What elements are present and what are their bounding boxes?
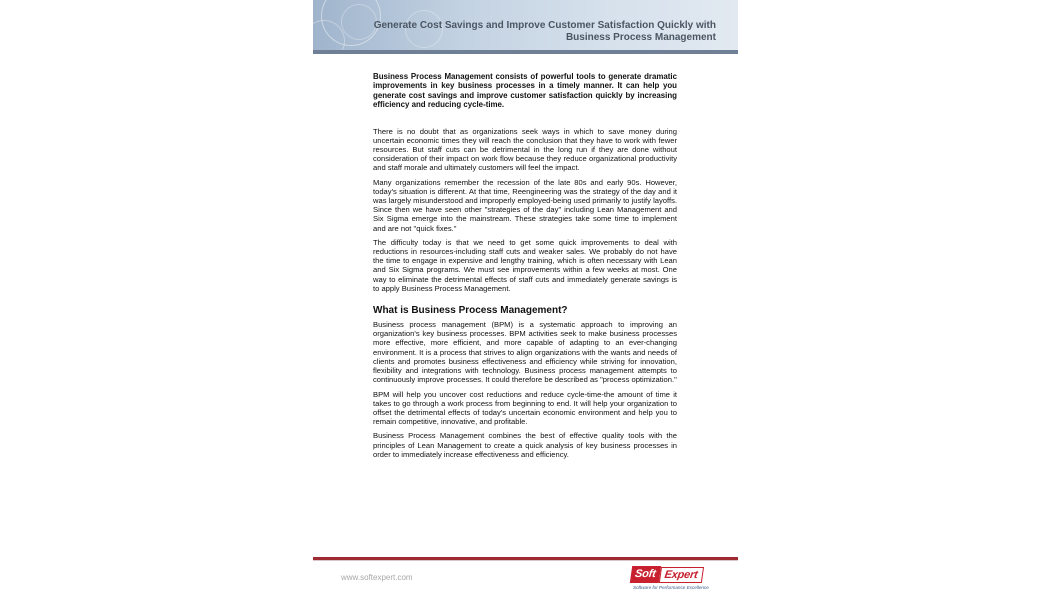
footer-website-link[interactable]: www.softexpert.com	[341, 573, 413, 582]
logo-expert-text: Expert	[658, 567, 703, 583]
section-paragraph: Business Process Management combines the best of effective quality tools with the principles of Lean Management to create a quick analysis of key business processes in order to immediately increase effectiveness and efficiency.	[373, 431, 677, 459]
logo-soft-text: Soft	[630, 566, 661, 583]
footer-divider-shadow	[313, 560, 738, 561]
section-paragraph: BPM will help you uncover cost reductions and reduce cycle-time-the amount of time it takes to go through a work process from beginning to end. It will help your organization to offset the detrimental effects of today's uncertain economic environment and help you to remain competitive, innovative, and profitable.	[373, 389, 677, 427]
section-paragraph: Business process management (BPM) is a systematic approach to improving an organization's key business processes. BPM activities seek to make business processes more effective, more efficient, and more capable of adapting to an ever-changing environment. It is a process that strives to align organizations with the wants and needs of clients and promotes business effectiveness and efficiency while striving for innovation, flexibility and integrations with technology. Business process management attempts to continuously improve processes. It could therefore be described as "process optimization."	[373, 320, 677, 385]
header-banner	[313, 0, 738, 50]
document-page	[313, 0, 738, 600]
body-paragraph: Many organizations remember the recession of the late 80s and early 90s. However, today's situation is different. At that time, Reengineering was the strategy of the day and it was largely misunderstood and improperly employed-being used primarily to justify layoffs. Since then we have seen other "strategies of the day" including Lean Management and Six Sigma emerge into the mainstream. These strategies take some time to implement and are not "quick fixes."	[373, 177, 677, 233]
document-title: Generate Cost Savings and Improve Customer Satisfaction Quickly with Business Process Management	[373, 20, 716, 43]
header-divider	[313, 50, 738, 54]
body-paragraph: There is no doubt that as organizations seek ways in which to save money during uncertain economic times they will reach the conclusion that they have to work with fewer resources. But staff cuts can be detrimental in the long run if they are done without consideration of their impact on work flow because they reduce organizational productivity and staff morale and ultimately customers will feel the impact.	[373, 126, 677, 173]
intro-paragraph: Business Process Management consists of powerful tools to generate dramatic improvements in key business processes in a timely manner. It can help you generate cost savings and improve customer satisfaction quickly by increasing efficiency and reducing cycle-time.	[373, 72, 677, 110]
section-heading: What is Business Process Management?	[373, 305, 568, 317]
logo-mark	[630, 566, 724, 583]
logo-tagline: Software for Performance Excellence	[633, 585, 709, 590]
body-paragraph: The difficulty today is that we need to get some quick improvements to deal with reductions in resources-including staff cuts and weaker sales. We probably do not have the time to engage in expensive and lengthy training, which is often necessary with Lean and Six Sigma programs. We must see improvements within a few weeks at most. One way to eliminate the detrimental effects of staff cuts and immediately generate savings is to apply Business Process Management.	[373, 237, 677, 293]
document-body	[373, 72, 677, 464]
softexpert-logo	[631, 566, 723, 596]
